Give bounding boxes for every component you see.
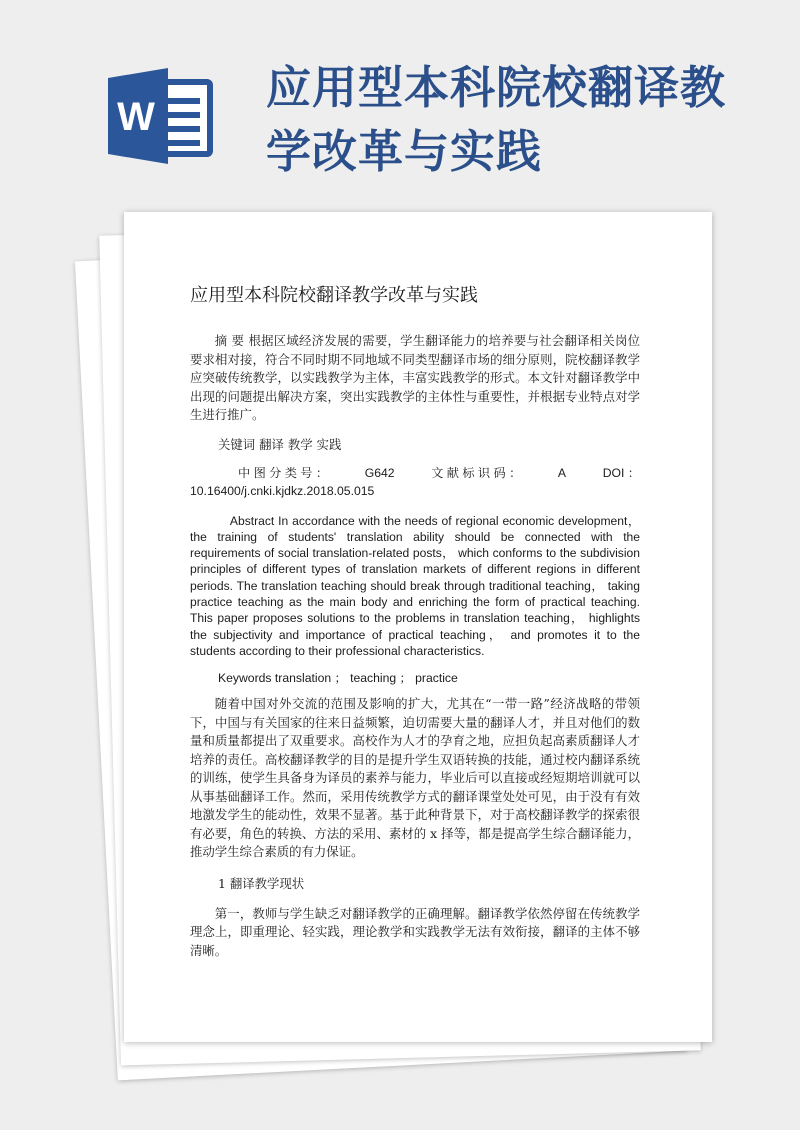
abstract-cn: 摘 要 根据区域经济发展的需要，学生翻译能力的培养要与社会翻译相关岗位要求相对接，符合不同时期不同地域不同类型翻译市场的细分原则，院校翻译教学应突破传统教学，以实践教学为主体，丰富实践教学的形式。本文针对翻译教学中出现的问题提出解决方案，突出实践教学的主体性与重要性，并根据专业特点对学生进行推广。 — [190, 333, 640, 422]
banner-title: 应用型本科院校翻译教学改革与实践 — [266, 61, 727, 178]
document-title: 应用型本科院校翻译教学改革与实践 — [190, 285, 478, 306]
document-content — [190, 282, 640, 960]
clc-value: G642 — [364, 465, 395, 480]
body-paragraph: 第一，教师与学生缺乏对翻译教学的正确理解。翻译教学依然停留在传统教学理念上，即重理论、轻实践，理论教学和实践教学无法有效衔接，翻译的主体不够清晰。 — [190, 905, 640, 958]
clc-label: 中 图 分 类 号 ： — [238, 465, 329, 480]
doi-label: DOI ： — [602, 465, 640, 480]
doi-value: 10.16400/j.cnki.kjdkz.2018.05.015 — [190, 483, 375, 498]
doc-code-value: A — [557, 465, 567, 480]
keywords-cn: 关键词 翻译 教学 实践 — [218, 436, 342, 452]
keywords-en: Keywords translation ； teaching ； practice — [218, 671, 458, 686]
word-doc-icon — [108, 68, 214, 164]
body-paragraph: 随着中国对外交流的范围及影响的扩大，尤其在“一带一路”经济战略的带领下，中国与有关国家的往来日益频繁，迫切需要大量的翻译人才，并且对他们的数量和质量都提出了双重要求。高校作为人才的孕育之地，应担负起高素质翻译人才培养的责任。高校翻译教学的目的是提升学生双语转换的技能，通过校内翻译系统的训练，使学生具备身为译员的素养与能力，毕业后可以直接或经短期培训就可以从事基础翻译工作。然而，采用传统教学方式的翻译课堂处处可见，由于没有有效地激发学生的能动性，效果不显著。基于此种背景下，对于高校翻译教学的探索很有必要，角色的转换、方法的采用、素材的 x 择等，都是提高学生综合翻译能力，推动学生综合素质的有力保证。 — [190, 696, 640, 860]
word-icon-letter: W — [117, 95, 155, 139]
abstract-en: Abstract In accordance with the needs of regional economic development， the training of students' translation ability should be connected with the requirements of social translation-related posts， which conforms to the subdivision principles of different types of translation markets of different regions in different periods. The translation teaching should break through traditional teaching， taking practice teaching as the main body and enriching the form of practical teaching. This paper proposes solutions to the problems in translation teaching， highlights the subjectivity and importance of practical teaching， and promotes it to the students according to their professional characteristics. — [190, 513, 640, 658]
classification-info — [190, 464, 640, 500]
doc-code-label: 文 献 标 识 码 ： — [431, 465, 522, 480]
section-heading: 1 翻译教学现状 — [218, 875, 305, 891]
